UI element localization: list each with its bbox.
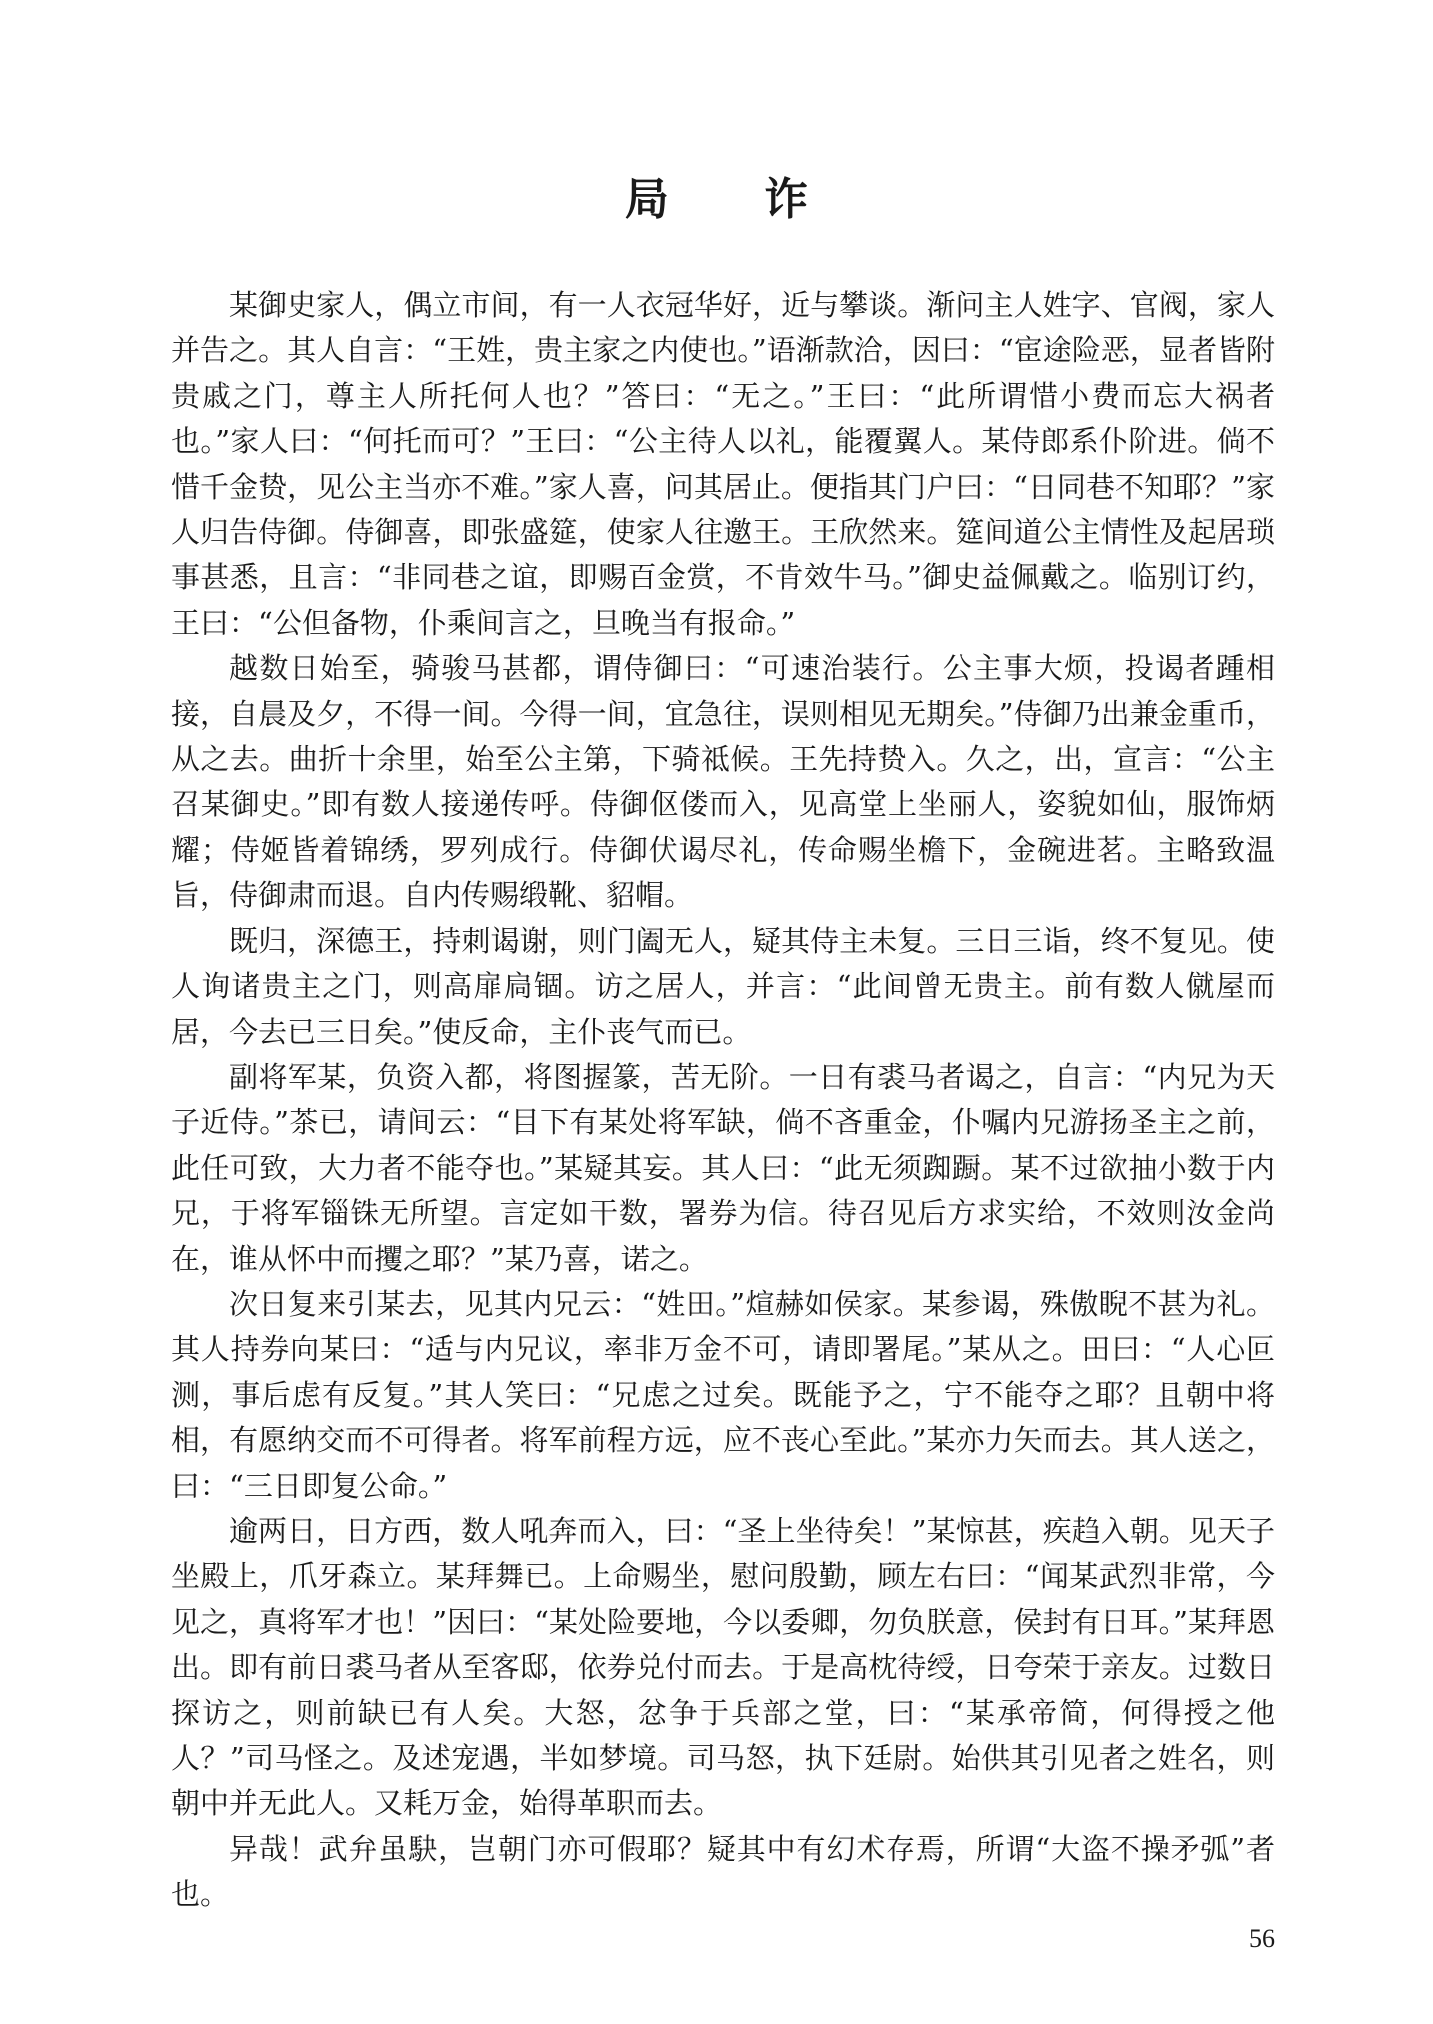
page-number: 56 xyxy=(1249,1924,1275,1953)
paragraph-5: 次日复来引某去，见其内兄云：“姓田。”煊赫如侯家。某参谒，殊傲睨不甚为礼。其人持券向某曰：“适与内兄议，率非万金不可，请即署尾。”某从之。田曰：“人心叵测，事后虑有反复。”其人笑曰：“兄虑之过矣。既能予之，宁不能夺之耶？且朝中将相，有愿纳交而不可得者。将军前程方远，应不丧心至此。”某亦力矢而去。其人送之，曰：“三日即复公命。” xyxy=(171,1286,1275,1503)
page-title: 局 诈 xyxy=(624,174,849,225)
body-text xyxy=(171,283,1275,1918)
paragraph-6: 逾两日，日方西，数人吼奔而入，曰：“圣上坐待矣！”某惊甚，疾趋入朝。见天子坐殿上，爪牙森立。某拜舞已。上命赐坐，慰问殷勤，顾左右曰：“闻某武烈非常，今见之，真将军才也！”因曰：“某处险要地，今以委卿，勿负朕意，侯封有日耳。”某拜恩出。即有前日裘马者从至客邸，依券兑付而去。于是高枕待绶，日夸荣于亲友。过数日探访之，则前缺已有人矣。大怒，忿争于兵部之堂，曰：“某承帝简，何得授之他人？”司马怪之。及述宠遇，半如梦境。司马怒，执下廷尉。始供其引见者之姓名，则朝中并无此人。又耗万金，始得革职而去。 xyxy=(171,1513,1275,1821)
paragraph-7: 异哉！武弁虽駃，岂朝门亦可假耶？疑其中有幻术存焉，所谓“大盗不操矛弧”者也。 xyxy=(171,1831,1275,1912)
paragraph-2: 越数日始至，骑骏马甚都，谓侍御曰：“可速治装行。公主事大烦，投谒者踵相接，自晨及夕，不得一间。今得一间，宜急往，误则相见无期矣。”侍御乃出兼金重币，从之去。曲折十余里，始至公主第，下骑祗候。王先持贽入。久之，出，宣言：“公主召某御史。”即有数人接递传呼。侍御伛偻而入，见高堂上坐丽人，姿貌如仙，服饰炳耀；侍姬皆着锦绣，罗列成行。侍御伏谒尽礼，传命赐坐檐下，金碗进茗。主略致温旨，侍御肃而退。自内传赐缎靴、貂帽。 xyxy=(171,651,1275,913)
paragraph-4: 副将军某，负资入都，将图握篆，苦无阶。一日有裘马者谒之，自言：“内兄为天子近侍。”茶已，请间云：“目下有某处将军缺，倘不吝重金，仆嘱内兄游扬圣主之前，此任可致，大力者不能夺也。”某疑其妄。其人曰：“此无须踟蹰。某不过欲抽小数于内兄，于将军锱铢无所望。言定如干数，署券为信。待召见后方求实给，不效则汝金尚在，谁从怀中而攫之耶？”某乃喜，诺之。 xyxy=(171,1059,1275,1276)
paragraph-1: 某御史家人，偶立市间，有一人衣冠华好，近与攀谈。渐问主人姓字、官阀，家人并告之。其人自言：“王姓，贵主家之内使也。”语渐款洽，因曰：“宦途险恶，显者皆附贵戚之门，尊主人所托何人也？”答曰：“无之。”王曰：“此所谓惜小费而忘大祸者也。”家人曰：“何托而可？”王曰：“公主待人以礼，能覆翼人。某侍郎系仆阶进。倘不惜千金贽，见公主当亦不难。”家人喜，问其居止。便指其门户曰：“日同巷不知耶？”家人归告侍御。侍御喜，即张盛筵，使家人往邀王。王欣然来。筵间道公主情性及起居琐事甚悉，且言：“非同巷之谊，即赐百金赏，不肯效牛马。”御史益佩戴之。临别订约，王曰：“公但备物，仆乘间言之，旦晚当有报命。” xyxy=(171,288,1275,640)
paragraph-3: 既归，深德王，持刺谒谢，则门阖无人，疑其侍主未复。三日三诣，终不复见。使人询诸贵主之门，则高扉扃锢。访之居人，并言：“此间曾无贵主。前有数人僦屋而居，今去已三日矣。”使反命，主仆丧气而已。 xyxy=(171,923,1275,1049)
